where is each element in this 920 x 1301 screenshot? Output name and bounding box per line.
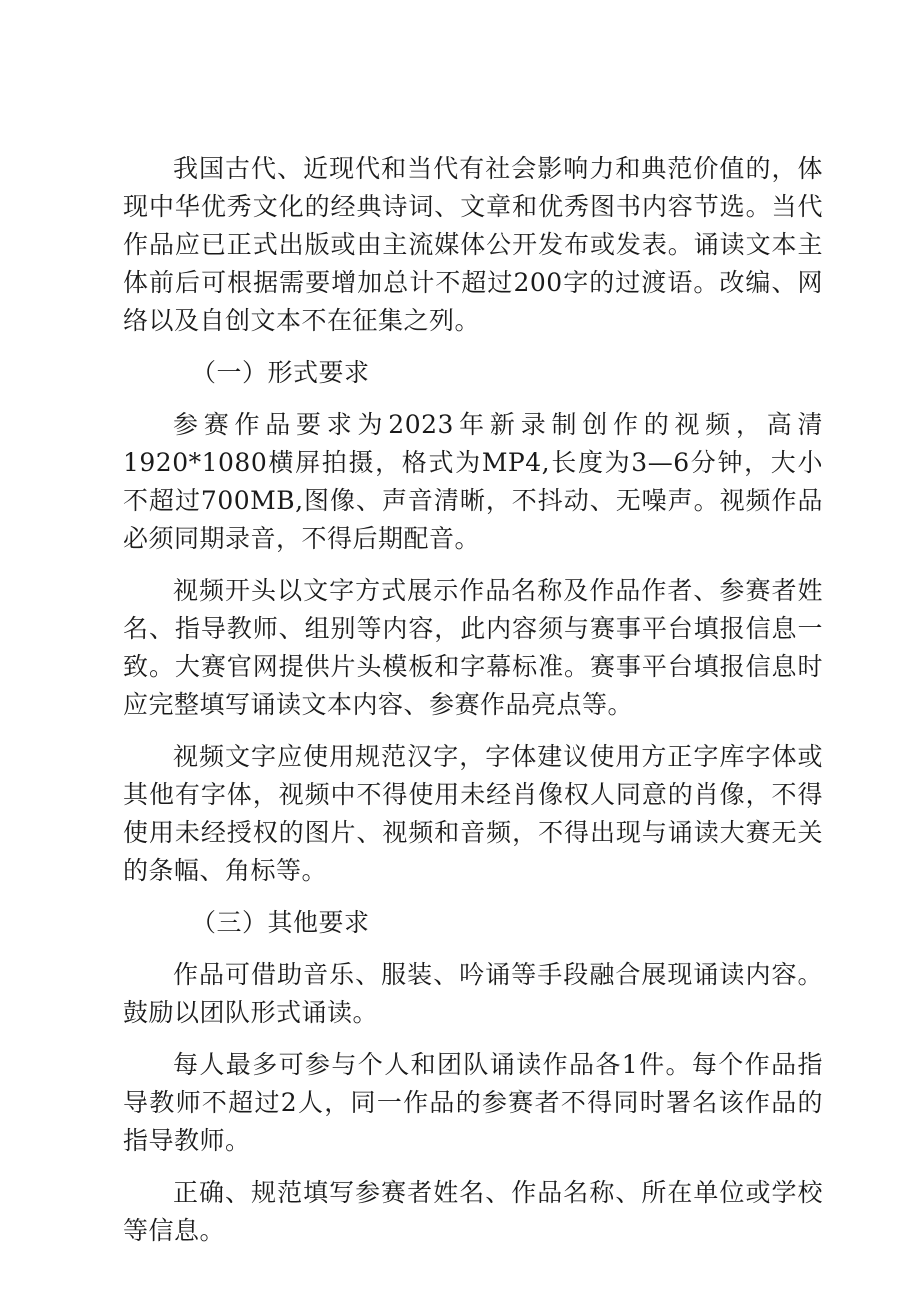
paragraph-video-specs: 参赛作品要求为2023年新录制创作的视频，高清1920*1080横屏拍摄，格式为MP4,长度为3—6分钟，大小不超过700MB,图像、声音清晰，不抖动、无噪声。视频作品必须同期录音，不得后期配音。 [123,410,823,553]
paragraph-video-text-rules: 视频文字应使用规范汉字，字体建议使用方正字库字体或其他有字体，视频中不得使用未经肖像权人同意的肖像，不得使用未经授权的图片、视频和音频，不得出现与诵读大赛无关的条幅、角标等。 [123,742,823,885]
paragraph-entry-limits: 每人最多可参与个人和团队诵读作品各1件。每个作品指导教师不超过2人，同一作品的参赛者不得同时署名该作品的指导教师。 [123,1050,823,1155]
heading-other-requirements: （三）其他要求 [191,908,370,937]
paragraph-source-text: 我国古代、近现代和当代有社会影响力和典范价值的，体现中华优秀文化的经典诗词、文章和优秀图书内容节选。当代作品应已正式出版或由主流媒体公开发布或发表。诵读文本主体前后可根据需要增加总计不超过200字的过渡语。改编、网络以及自创文本不在征集之列。 [123,154,823,335]
paragraph-performance-means: 作品可借助音乐、服装、吟诵等手段融合展现诵读内容。鼓励以团队形式诵读。 [123,960,823,1027]
document-body [123,150,823,1264]
paragraph-info-filling: 正确、规范填写参赛者姓名、作品名称、所在单位或学校等信息。 [123,1178,823,1245]
heading-format-requirements: （一）形式要求 [191,358,370,387]
paragraph-video-opening: 视频开头以文字方式展示作品名称及作品作者、参赛者姓名、指导教师、组别等内容，此内容须与赛事平台填报信息一致。大赛官网提供片头模板和字幕标准。赛事平台填报信息时应完整填写诵读文本内容、参赛作品亮点等。 [123,576,823,719]
